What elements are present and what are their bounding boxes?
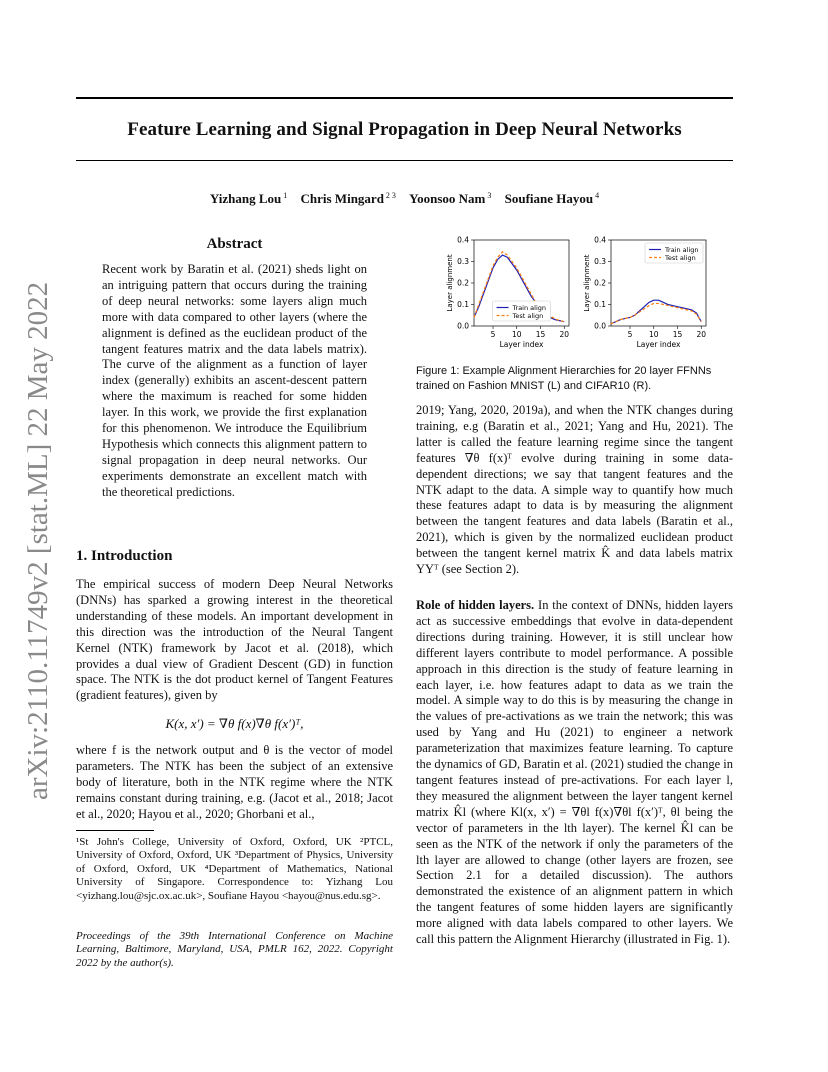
author: Yoonsoo Nam $^3$ (409, 191, 492, 206)
x-tick-label: 20 (559, 330, 570, 339)
y-tick-label: 0.1 (457, 300, 469, 309)
y-tick-label: 0.0 (594, 321, 606, 331)
x-tick-label: 5 (490, 330, 496, 339)
y-axis-label: Layer alignment (583, 254, 591, 312)
y-tick-label: 0.0 (457, 321, 469, 331)
y-tick-label: 0.4 (594, 235, 606, 245)
y-tick-label: 0.4 (457, 235, 469, 245)
x-tick-label: 20 (696, 330, 707, 339)
x-tick-label: 15 (535, 330, 546, 339)
legend-entry: Train align (665, 245, 699, 254)
ntk-equation: K(x, x′) = ∇θ f(x)∇θ f(x′)ᵀ, (165, 716, 304, 731)
paragraph-lead: Role of hidden layers. (416, 598, 535, 612)
y-tick-label: 0.3 (594, 257, 606, 266)
paper-title: Feature Learning and Signal Propagation in Deep Neural Networks (127, 119, 682, 140)
y-tick-label: 0.2 (457, 278, 469, 288)
author: Yizhang Lou $^1$ (209, 191, 288, 206)
figure-1 (438, 232, 728, 357)
author: Chris Mingard $^{2 3}$ (300, 191, 396, 206)
x-tick-label: 10 (511, 330, 522, 339)
x-tick-label: 5 (627, 330, 633, 339)
legend-entry: Test align (665, 253, 696, 262)
section-heading: 1. Introduction (76, 548, 173, 564)
footnote-rule (76, 830, 154, 831)
author: Soufiane Hayou $^4$ (504, 191, 600, 206)
top-rule (76, 97, 733, 99)
author-list (76, 191, 733, 207)
y-axis-label: Layer alignment (446, 254, 454, 312)
figure-caption: Figure 1: Example Alignment Hierarchies for 20 layer FFNNs trained on Fashion MNIST (L) and CIFAR10 (R). (416, 365, 712, 392)
arxiv-stamp: arXiv:2110.11749v2 [stat.ML] 22 May 2022 (22, 281, 54, 800)
plot-cifar10 (583, 236, 706, 350)
abstract-text: Recent work by Baratin et al. (2021) sheds light on an intriguing pattern that occurs during the training of deep neural networks: some layers align much more with data compared to other layers (where the alignment is defined as the euclidean product of the tangent features matrix and the data labels matrix). The curve of the alignment as a function of layer index (generally) exhibits an ascent-descent pattern where the maximum is reached for some hidden layer. In this work, we provide the first explanation for this phenomenon. We introduce the Equilibrium Hypothesis which connects this alignment pattern to signal propagation in deep neural networks. Our experiments demonstrate an excellent match with the theoretical predictions. (102, 262, 367, 499)
intro-paragraph: where f is the network output and θ is the vector of model parameters. The NTK has been the subject of an extensive body of literature, both in the NTK regime where the NTK remains constant during training, e.g. (Jacot et al., 2018; Jacot et al., 2020; Hayou et al., 2020; Ghorbani et al., (76, 743, 393, 821)
x-tick-label: 15 (672, 330, 683, 339)
y-tick-label: 0.2 (594, 278, 606, 288)
x-tick-label: 10 (648, 330, 659, 339)
y-tick-label: 0.3 (457, 257, 469, 266)
title-bottom-rule (76, 160, 733, 161)
plot-fashion-mnist (446, 236, 569, 350)
proceedings-note: Proceedings of the 39th International Conference on Machine Learning, Baltimore, Maryland, USA, PMLR 162, 2022. Copyright 2022 by the author(s). (76, 930, 393, 969)
body-paragraph (416, 598, 733, 948)
legend-entry: Test align (512, 311, 544, 320)
abstract-heading: Abstract (206, 236, 263, 252)
x-axis-label: Layer index (636, 340, 681, 349)
series-line-test-align (611, 303, 701, 323)
paragraph-text: In the context of DNNs, hidden layers act as successive embeddings that evolve in data-dependent directions during training. However, it is still unclear how different layers contribute to model performance. A possible approach in this direction is the study of feature learning in each layer, i.e. how features adapt to data as we train the model. A simple way to do this is by measuring the change in the values of pre-activations as we train the network; this was used by Yang and Hu (2021) to engineer a network parameterization that maximizes feature learning. To capture the dynamics of GD, Baratin et al. (2021) studied the change in tangent features instead of pre-activations. For each layer l, they measured the alignment between the layer tangent kernel matrix K̂l (where Kl(x, x′) = ∇θl f(x)∇θl f(x′)ᵀ, θl being the vector of parameters in the lth layer). The kernel K̂l can be seen as the NTK of the network if only the parameters of the lth layer are allowed to change (other layers are frozen, see Section 2.1 for a detailed discussion). The authors demonstrated the existence of an alignment pattern in which the tangent features of some hidden layers are significantly more aligned with data labels compared to other layers. We call this pattern the Alignment Hierarchy (illustrated in Fig. 1). (416, 598, 733, 947)
affiliations-footnote: ¹St John's College, University of Oxford, Oxford, UK ²PTCL, University of Oxford, Oxford, UK ³Department of Physics, University of Oxford, Oxford, UK ⁴Department of Mathematics, National University of Singapore. Correspondence to: Yizhang Lou <yizhang.lou@sjc.ox.ac.uk>, Soufiane Hayou <hayou@nus.edu.sg>. (76, 836, 393, 902)
x-axis-label: Layer index (499, 340, 544, 349)
legend-entry: Train align (512, 303, 547, 312)
intro-paragraph: The empirical success of modern Deep Neural Networks (DNNs) has sparked a growing interest in the theoretical understanding of these models. An important development in this direction was the introduction of the Neural Tangent Kernel (NTK) framework by Jacot et al. (2018), which provides a dual view of Gradient Descent (GD) in function space. The NTK is the dot product kernel of Tangent Features (gradient features), given by (76, 577, 393, 703)
body-paragraph: 2019; Yang, 2020, 2019a), and when the NTK changes during training, e.g (Baratin et al., 2021; Yang and Hu, 2021). The latter is called the feature learning regime since the tangent features ∇θ f(x)ᵀ evolve during training in some data-dependent directions; we say that tangent features and the NTK adapt to the data. A simple way to quantify how much these features adapt to data is by measuring the alignment between the tangent features and data labels (Baratin et al., 2021), which is given by the normalized euclidean product between the tangent kernel matrix K̂ and data labels matrix YYᵀ (see Section 2). (416, 403, 733, 577)
y-tick-label: 0.1 (594, 300, 606, 309)
